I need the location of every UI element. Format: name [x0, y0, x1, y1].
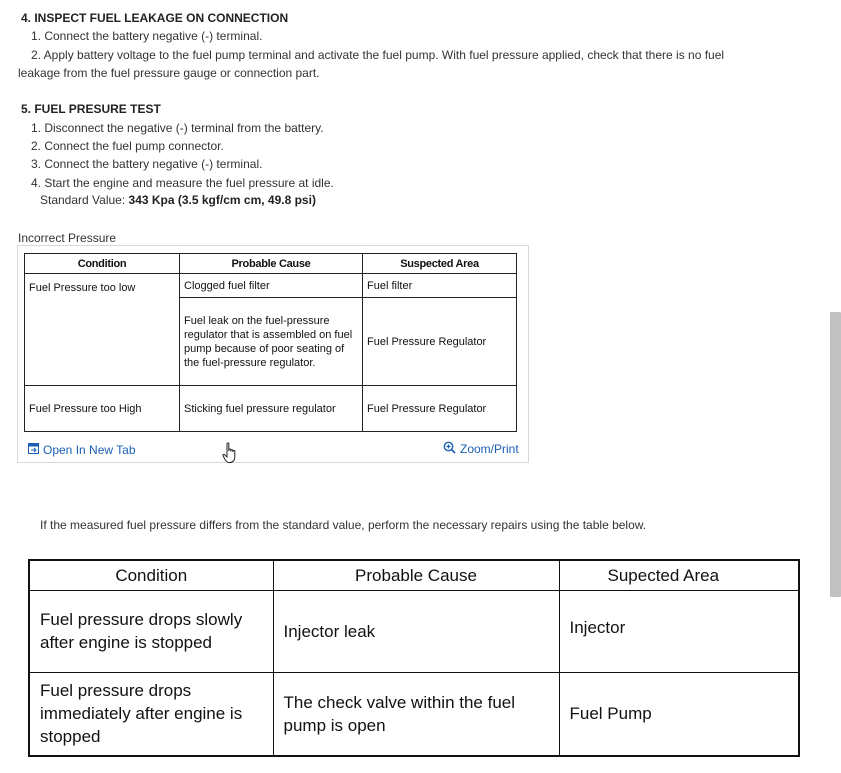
repair-note: If the measured fuel pressure differs from the standard value, perform the necessary repairs using the table below.	[40, 518, 647, 532]
repair-header-probable-cause: Probable Cause	[273, 560, 559, 590]
section5-heading: 5. FUEL PRESURE TEST	[21, 102, 161, 116]
section4-heading: 4. INSPECT FUEL LEAKAGE ON CONNECTION	[21, 11, 289, 25]
hand-cursor-icon	[222, 442, 238, 469]
condition-cell: Fuel Pressure too low	[25, 274, 180, 386]
standard-value-number: 343 Kpa (3.5 kgf/cm cm, 49.8 psi)	[128, 193, 316, 207]
scrollbar-thumb[interactable]	[830, 312, 841, 597]
table-row	[25, 274, 517, 298]
table-row	[29, 590, 799, 672]
table-row	[29, 672, 799, 756]
open-in-new-tab-link[interactable]	[28, 443, 136, 457]
repair-header-condition: Condition	[29, 560, 273, 590]
standard-value	[40, 193, 316, 207]
repair-cause-cell: The check valve within the fuel pump is open	[273, 672, 559, 756]
repair-table	[28, 559, 800, 757]
header-condition: Condition	[25, 254, 180, 274]
section5-step1: 1. Disconnect the negative (-) terminal from the battery.	[31, 121, 324, 135]
table-row	[25, 386, 517, 432]
cause-cell: Clogged fuel filter	[180, 274, 363, 298]
repair-area-cell: Fuel Pump	[559, 672, 799, 756]
table-header-row	[25, 254, 517, 274]
area-cell: Fuel filter	[363, 274, 517, 298]
section4-step2-line1: 2. Apply battery voltage to the fuel pump terminal and activate the fuel pump. With fuel pressure applied, check that there is no fuel	[31, 48, 725, 62]
incorrect-pressure-table	[24, 253, 517, 432]
repair-condition-cell: Fuel pressure drops immediately after engine is stopped	[29, 672, 273, 756]
condition-cell: Fuel Pressure too High	[25, 386, 180, 432]
repair-area-cell: Injector	[559, 590, 799, 672]
table-header-row	[29, 560, 799, 590]
section5-step4: 4. Start the engine and measure the fuel pressure at idle.	[31, 176, 334, 190]
section5-step3: 3. Connect the battery negative (-) terminal.	[31, 157, 263, 171]
section4-step2-line2: leakage from the fuel pressure gauge or connection part.	[18, 66, 320, 80]
section5-step2: 2. Connect the fuel pump connector.	[31, 139, 224, 153]
repair-header-supected-area: Supected Area	[559, 560, 799, 590]
cause-cell: Fuel leak on the fuel-pressure regulator that is assembled on fuel pump because of poor seating of the fuel-pressure regulator.	[180, 298, 363, 386]
repair-condition-cell: Fuel pressure drops slowly after engine is stopped	[29, 590, 273, 672]
open-tab-icon	[28, 443, 39, 457]
cause-cell: Sticking fuel pressure regulator	[180, 386, 363, 432]
standard-value-label: Standard Value:	[40, 193, 129, 207]
zoom-print-label: Zoom/Print	[460, 442, 519, 456]
area-cell: Fuel Pressure Regulator	[363, 298, 517, 386]
header-probable-cause: Probable Cause	[180, 254, 363, 274]
incorrect-pressure-caption: Incorrect Pressure	[18, 231, 117, 245]
repair-cause-cell: Injector leak	[273, 590, 559, 672]
area-cell: Fuel Pressure Regulator	[363, 386, 517, 432]
open-tab-label: Open In New Tab	[43, 443, 136, 457]
section4-step1: 1. Connect the battery negative (-) terminal.	[31, 29, 263, 43]
header-suspected-area: Suspected Area	[363, 254, 517, 274]
zoom-print-link[interactable]	[443, 441, 519, 457]
zoom-icon	[443, 441, 456, 457]
